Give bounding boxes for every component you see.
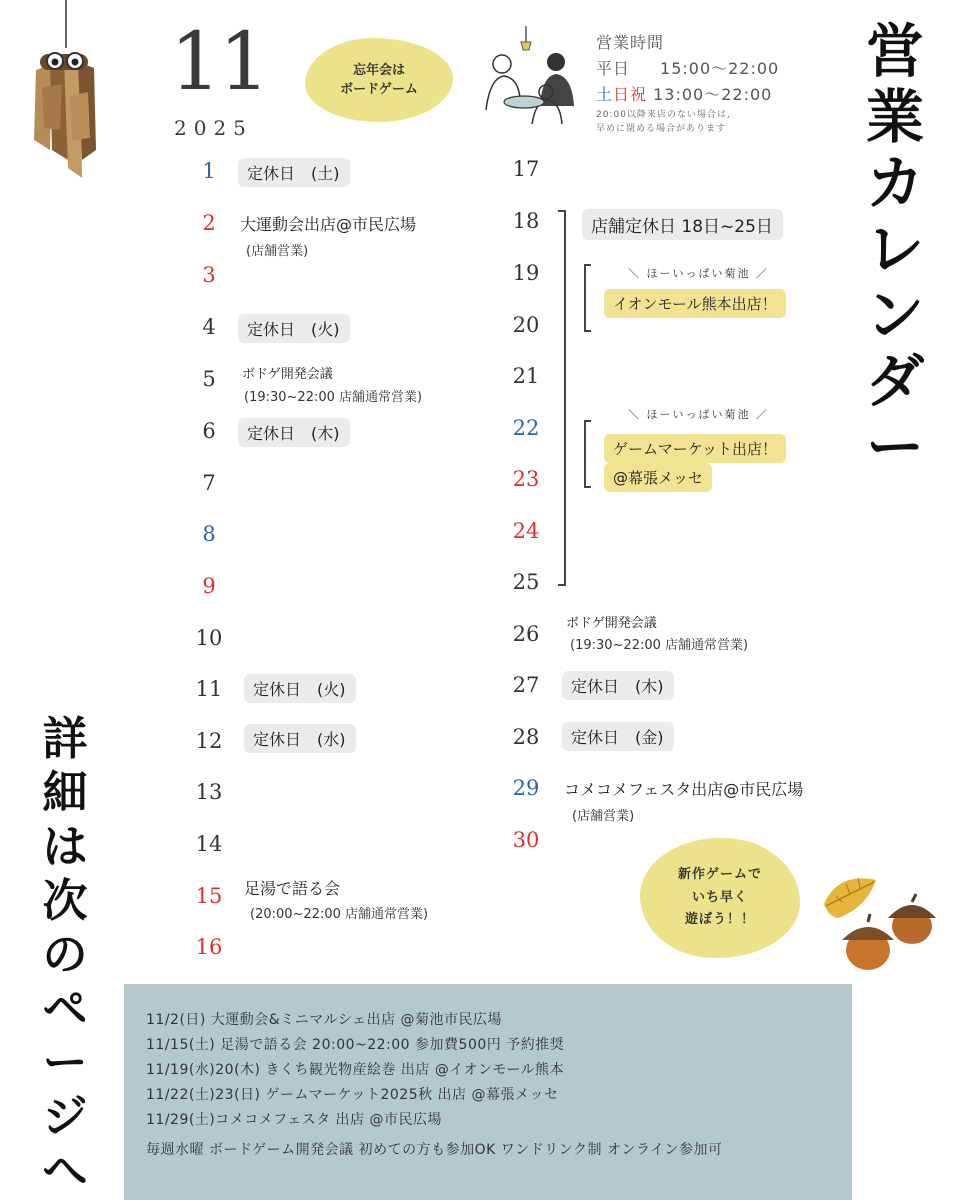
event-highlight: @幕張メッセ <box>604 463 712 492</box>
bubble-line: 遊ぼう！！ <box>684 912 755 928</box>
event-title: コメコメフェスタ出店@市民広場 <box>564 780 804 799</box>
acorn-illustration <box>820 860 946 978</box>
event-subtitle: (19:30~22:00 店舗通常営業) <box>244 390 423 405</box>
closed-day-badge: 定休日 (金) <box>562 722 674 751</box>
day-number: 19 <box>512 261 540 285</box>
event-title: 大運動会出店@市民広場 <box>240 215 417 234</box>
business-hours <box>596 30 779 136</box>
event-subtitle: (店舗営業) <box>572 809 635 824</box>
closed-day-badge: 定休日 (土) <box>238 158 350 187</box>
bracket-tick <box>558 584 566 586</box>
day-number: 24 <box>512 519 540 543</box>
day-number: 12 <box>195 729 223 753</box>
event-highlight: ゲームマーケット出店！ <box>604 434 786 463</box>
year-end-party-bubble <box>305 38 453 122</box>
day-number: 18 <box>512 209 540 233</box>
event-subtitle: (20:00~22:00 店舗通常営業) <box>250 907 429 922</box>
event-highlight: イオンモール熊本出店！ <box>604 289 786 318</box>
event-subtitle: (19:30~22:00 店舗通常営業) <box>570 638 749 653</box>
see-next-page-note: 詳 細 は 次 の ペ ー ジ へ <box>42 712 88 1197</box>
day-number: 27 <box>512 673 540 697</box>
closed-day-badge: 定休日 (火) <box>238 314 350 343</box>
day-number: 29 <box>512 776 540 800</box>
day-number: 25 <box>512 570 540 594</box>
detail-line: 毎週水曜 ボードゲーム開発会議 初めての方も参加OK ワンドリンク制 オンライン参加可 <box>146 1142 723 1158</box>
day-number: 15 <box>195 884 223 908</box>
year: 2025 <box>174 116 253 140</box>
day-number: 7 <box>202 471 216 495</box>
day-number: 5 <box>202 367 216 391</box>
detail-line: 11/29(土)コメコメフェスタ 出店 @市民広場 <box>146 1112 442 1128</box>
day-number: 10 <box>195 626 223 650</box>
event-title: ボドゲ開発会議 <box>242 367 333 382</box>
people-playing-illustration <box>476 26 588 126</box>
detail-line: 11/22(土)23(日) ゲームマーケット2025秋 出店 @幕張メッセ <box>146 1087 559 1103</box>
detail-line: 11/15(土) 足湯で語る会 20:00~22:00 参加費500円 予約推奨 <box>146 1037 565 1053</box>
day-number: 17 <box>512 157 540 181</box>
new-games-bubble <box>640 838 800 958</box>
page-title: 営 業 カ レ ン ダ ー <box>865 17 924 481</box>
day-number: 23 <box>512 467 540 491</box>
event-bracket <box>584 264 586 332</box>
bracket-tick <box>584 264 591 266</box>
hanging-ornament-illustration <box>22 0 106 190</box>
bracket-tick <box>584 420 591 422</box>
bubble-line: 忘年会は <box>352 62 405 78</box>
bracket-tick <box>558 210 566 212</box>
detail-line: 11/2(日) 大運動会&ミニマルシェ出店 @菊池市民広場 <box>146 1012 503 1028</box>
closed-day-badge: 定休日 (水) <box>244 724 356 753</box>
hours-weekend: 土日祝 13:00〜22:00 <box>596 85 773 104</box>
bracket-tick <box>584 486 591 488</box>
day-number: 2 <box>202 211 216 235</box>
store-closure-badge: 店舗定休日 18日~25日 <box>582 209 783 240</box>
event-tag: ＼ ほーいっぱい菊池 ／ <box>628 267 769 280</box>
closed-day-badge: 定休日 (木) <box>238 418 350 447</box>
day-number: 13 <box>195 780 223 804</box>
event-title: 足湯で語る会 <box>244 879 341 898</box>
bubble-line: いち早く <box>691 889 748 905</box>
day-number: 22 <box>512 416 540 440</box>
day-number: 9 <box>202 574 216 598</box>
day-number: 16 <box>195 935 223 959</box>
day-number: 11 <box>195 677 223 701</box>
event-tag: ＼ ほーいっぱい菊池 ／ <box>628 408 769 421</box>
closure-range-bracket <box>564 210 566 586</box>
event-title: ボドゲ開発会議 <box>566 616 657 631</box>
day-number: 4 <box>202 315 216 339</box>
day-number: 21 <box>512 364 540 388</box>
day-number: 30 <box>512 828 540 852</box>
day-number: 3 <box>202 263 216 287</box>
day-number: 8 <box>202 522 216 546</box>
day-number: 1 <box>202 159 216 183</box>
month-number: 11 <box>170 15 268 108</box>
day-number: 20 <box>512 313 540 337</box>
bracket-tick <box>584 330 591 332</box>
bubble-line: 新作ゲームで <box>677 866 762 882</box>
hours-weekday: 平日 15:00〜22:00 <box>596 59 780 78</box>
day-number: 28 <box>512 725 540 749</box>
event-bracket <box>584 420 586 488</box>
closed-day-badge: 定休日 (火) <box>244 674 356 703</box>
detail-line: 11/19(水)20(木) きくち観光物産絵巻 出店 @イオンモール熊本 <box>146 1062 565 1078</box>
closed-day-badge: 定休日 (木) <box>562 671 674 700</box>
day-number: 14 <box>195 832 223 856</box>
day-number: 26 <box>512 622 540 646</box>
hours-heading: 営業時間 <box>596 33 665 52</box>
day-number: 6 <box>202 419 216 443</box>
event-subtitle: (店舗営業) <box>246 244 309 259</box>
bubble-line: ボードゲーム <box>340 82 418 97</box>
hours-note: 20:00以降来店のない場合は, <box>596 110 731 120</box>
hours-note: 早めに閉める場合があります <box>596 124 727 134</box>
